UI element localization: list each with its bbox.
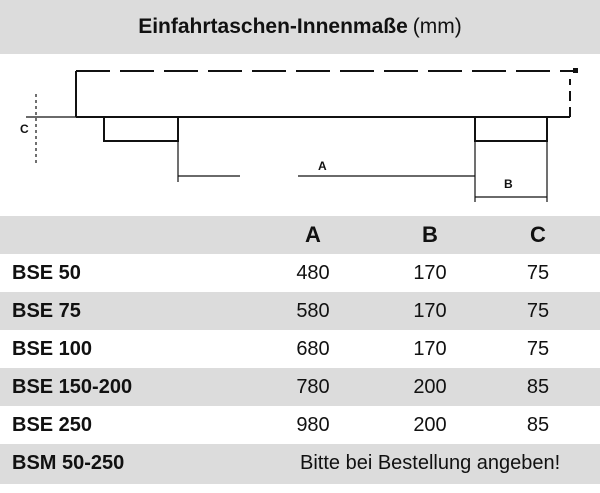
left-fork-pocket bbox=[104, 117, 178, 141]
row-b-value: 170 bbox=[413, 300, 447, 322]
row-a-value: 480 bbox=[296, 262, 330, 284]
row-a-value: 580 bbox=[296, 300, 330, 322]
c-label: C bbox=[20, 122, 29, 136]
row-model: BSE 150-200 bbox=[12, 376, 133, 398]
row-a-value: 780 bbox=[296, 376, 330, 398]
row-c-value: 75 bbox=[526, 338, 550, 360]
row-model: BSE 100 bbox=[12, 338, 93, 360]
dimension-diagram bbox=[0, 54, 600, 216]
table-row-last bbox=[0, 444, 600, 484]
row-c-value: 75 bbox=[526, 300, 550, 322]
row-b-value: 200 bbox=[413, 414, 447, 436]
row-b-value: 170 bbox=[413, 338, 447, 360]
table-row bbox=[0, 368, 600, 406]
header-a: A bbox=[305, 222, 321, 247]
table-row bbox=[0, 292, 600, 330]
table-title: Einfahrtaschen-Innenmaße bbox=[138, 15, 408, 38]
order-note: Bitte bei Bestellung angeben! bbox=[300, 452, 561, 474]
table-row bbox=[0, 254, 600, 292]
row-b-value: 200 bbox=[413, 376, 447, 398]
row-a-value: 680 bbox=[296, 338, 330, 360]
row-a-value: 980 bbox=[296, 414, 330, 436]
a-label: A bbox=[318, 159, 327, 173]
header-c: C bbox=[530, 222, 546, 247]
row-b-value: 170 bbox=[413, 262, 447, 284]
right-fork-pocket bbox=[475, 117, 547, 141]
table-header-row bbox=[0, 216, 600, 254]
row-model: BSE 50 bbox=[12, 262, 81, 284]
corner-marker bbox=[573, 68, 578, 73]
b-label: B bbox=[504, 177, 513, 191]
row-model: BSE 75 bbox=[12, 300, 81, 322]
header-b: B bbox=[422, 222, 438, 247]
row-c-value: 85 bbox=[526, 376, 550, 398]
title-bar bbox=[0, 0, 600, 54]
table-row bbox=[0, 330, 600, 368]
row-c-value: 85 bbox=[526, 414, 550, 436]
row-model: BSE 250 bbox=[12, 414, 93, 436]
diagram-svg bbox=[0, 54, 600, 216]
row-c-value: 75 bbox=[526, 262, 550, 284]
title-unit: (mm) bbox=[412, 15, 462, 38]
row-model: BSM 50-250 bbox=[12, 452, 125, 474]
table-row bbox=[0, 406, 600, 444]
